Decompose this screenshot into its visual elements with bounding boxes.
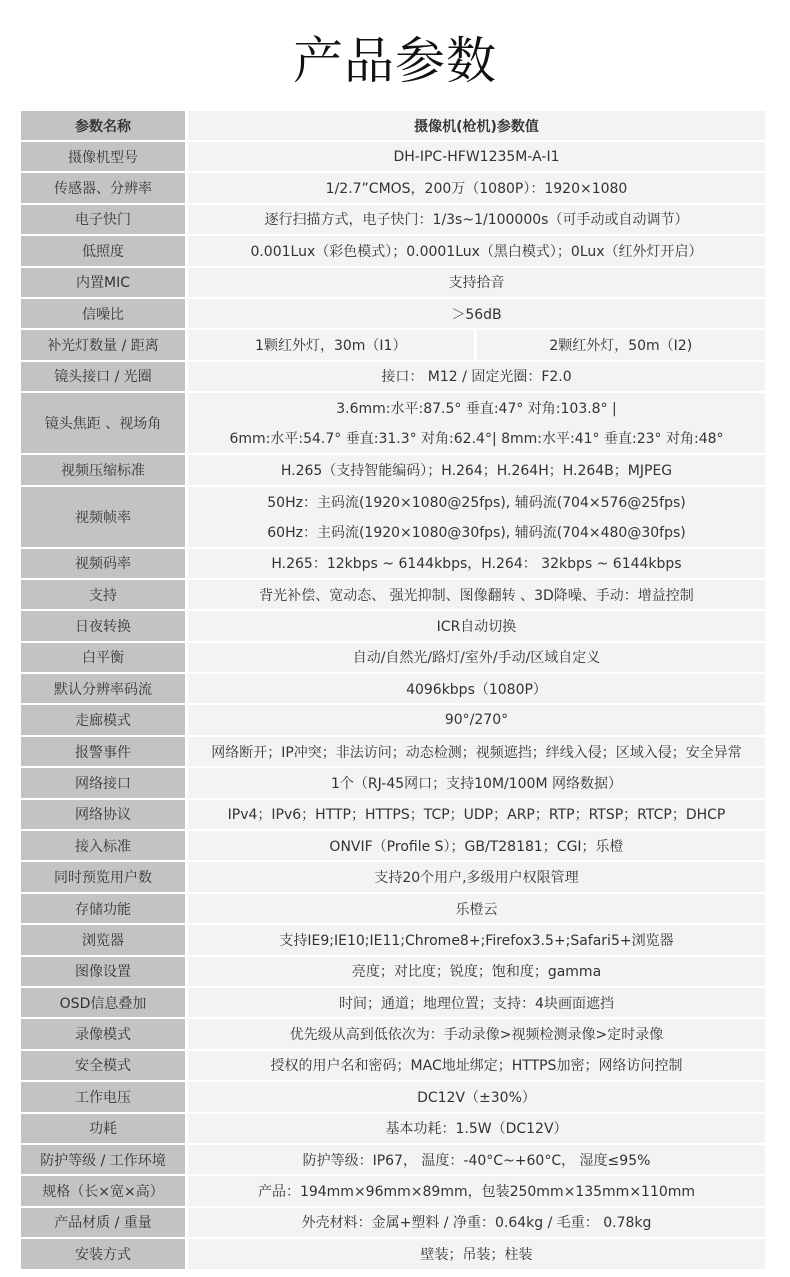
param-name: 电子快门 bbox=[21, 205, 188, 234]
param-value-line-2: 60Hz：主码流(1920×1080@30fps), 辅码流(704×480@30fps) bbox=[267, 524, 686, 541]
param-name: 镜头接口 / 光圈 bbox=[21, 362, 188, 391]
param-value: 防护等级：IP67， 温度：-40°C~+60°C， 湿度≤95% bbox=[188, 1145, 765, 1174]
table-row bbox=[21, 393, 765, 453]
header-key: 参数名称 bbox=[21, 111, 188, 140]
table-row bbox=[21, 580, 765, 609]
param-value: 产品：194mm×96mm×89mm，包装250mm×135mm×110mm bbox=[188, 1176, 765, 1205]
param-value: 自动/自然光/路灯/室外/手动/区域自定义 bbox=[188, 643, 765, 672]
table-row bbox=[21, 205, 765, 234]
param-name: 功耗 bbox=[21, 1114, 188, 1143]
param-name: 视频帧率 bbox=[21, 487, 188, 547]
table-row bbox=[21, 768, 765, 797]
param-value: 1/2.7”CMOS，200万（1080P）：1920×1080 bbox=[188, 173, 765, 202]
param-value: 逐行扫描方式，电子快门：1/3s~1/100000s（可手动或自动调节） bbox=[188, 205, 765, 234]
table-row bbox=[21, 957, 765, 986]
table-row bbox=[21, 611, 765, 640]
table-row bbox=[21, 487, 765, 547]
param-name: 默认分辨率码流 bbox=[21, 674, 188, 703]
param-value: IPv4；IPv6；HTTP；HTTPS；TCP；UDP；ARP；RTP；RTSP；RTCP；DHCP bbox=[188, 800, 765, 829]
param-value: 乐橙云 bbox=[188, 894, 765, 923]
param-name: OSD信息叠加 bbox=[21, 988, 188, 1017]
param-value bbox=[188, 487, 765, 547]
table-row bbox=[21, 674, 765, 703]
table-row bbox=[21, 894, 765, 923]
table-row bbox=[21, 1051, 765, 1080]
param-name: 信噪比 bbox=[21, 299, 188, 328]
param-value: 支持IE9;IE10;IE11;Chrome8+;Firefox3.5+;Safari5+浏览器 bbox=[188, 925, 765, 954]
table-row bbox=[21, 925, 765, 954]
table-row bbox=[21, 330, 765, 359]
param-name: 产品材质 / 重量 bbox=[21, 1208, 188, 1237]
param-name: 网络接口 bbox=[21, 768, 188, 797]
param-name: 浏览器 bbox=[21, 925, 188, 954]
param-value: 基本功耗：1.5W（DC12V） bbox=[188, 1114, 765, 1143]
param-name: 接入标准 bbox=[21, 831, 188, 860]
param-value: 授权的用户名和密码；MAC地址绑定；HTTPS加密；网络访问控制 bbox=[188, 1051, 765, 1080]
param-name: 视频压缩标准 bbox=[21, 455, 188, 484]
page-title: 产品参数 bbox=[293, 32, 497, 90]
param-name: 镜头焦距 、视场角 bbox=[21, 393, 188, 453]
param-value: 0.001Lux（彩色模式）；0.0001Lux（黑白模式）；0Lux（红外灯开启） bbox=[188, 236, 765, 265]
param-value bbox=[188, 393, 765, 453]
param-name: 摄像机型号 bbox=[21, 142, 188, 171]
table-row bbox=[21, 1208, 765, 1237]
table-row bbox=[21, 236, 765, 265]
table-row bbox=[21, 831, 765, 860]
table-row bbox=[21, 362, 765, 391]
param-name: 图像设置 bbox=[21, 957, 188, 986]
param-value-line-2: 6mm:水平:54.7° 垂直:31.3° 对角:62.4°| 8mm:水平:41° 垂直:23° 对角:48° bbox=[229, 431, 724, 448]
param-name: 支持 bbox=[21, 580, 188, 609]
param-value-right: 2颗红外灯，50m（I2) bbox=[477, 330, 766, 359]
param-value: 优先级从高到低依次为：手动录像>视频检测录像>定时录像 bbox=[188, 1019, 765, 1048]
table-row bbox=[21, 643, 765, 672]
param-value: ICR自动切换 bbox=[188, 611, 765, 640]
param-name: 规格（长×宽×高） bbox=[21, 1176, 188, 1205]
param-name: 内置MIC bbox=[21, 268, 188, 297]
param-value: 背光补偿、宽动态、 强光抑制、图像翻转 、3D降噪、手动：增益控制 bbox=[188, 580, 765, 609]
param-value: 1个（RJ-45网口；支持10M/100M 网络数据） bbox=[188, 768, 765, 797]
param-value-left: 1颗红外灯，30m（I1） bbox=[188, 330, 477, 359]
param-name: 走廊模式 bbox=[21, 705, 188, 734]
param-value: 接口： M12 / 固定光圈：F2.0 bbox=[188, 362, 765, 391]
param-name: 防护等级 / 工作环境 bbox=[21, 1145, 188, 1174]
param-name: 白平衡 bbox=[21, 643, 188, 672]
table-row bbox=[21, 142, 765, 171]
line-gap bbox=[188, 512, 765, 522]
table-row bbox=[21, 299, 765, 328]
param-value: ONVIF（Profile S）；GB/T28181；CGI；乐橙 bbox=[188, 831, 765, 860]
table-row bbox=[21, 1114, 765, 1143]
param-name: 安装方式 bbox=[21, 1239, 188, 1268]
param-value: DH-IPC-HFW1235M-A-I1 bbox=[188, 142, 765, 171]
param-value: 壁装；吊装；柱装 bbox=[188, 1239, 765, 1268]
table-row bbox=[21, 455, 765, 484]
param-name: 日夜转换 bbox=[21, 611, 188, 640]
param-value: 亮度；对比度；锐度；饱和度；gamma bbox=[188, 957, 765, 986]
param-value: DC12V（±30%） bbox=[188, 1082, 765, 1111]
param-name: 视频码率 bbox=[21, 549, 188, 578]
param-name: 传感器、分辨率 bbox=[21, 173, 188, 202]
line-gap bbox=[188, 418, 765, 428]
param-name: 补光灯数量 / 距离 bbox=[21, 330, 188, 359]
param-name: 低照度 bbox=[21, 236, 188, 265]
param-value: 时间；通道；地理位置；支持：4块画面遮挡 bbox=[188, 988, 765, 1017]
param-value: 网络断开；IP冲突；非法访问；动态检测；视频遮挡；绊线入侵；区域入侵；安全异常 bbox=[188, 737, 765, 766]
param-value: ＞56dB bbox=[188, 299, 765, 328]
param-value: 4096kbps（1080P） bbox=[188, 674, 765, 703]
table-header-row bbox=[21, 111, 765, 140]
table-row bbox=[21, 862, 765, 891]
table-row bbox=[21, 268, 765, 297]
param-name: 安全模式 bbox=[21, 1051, 188, 1080]
param-value-line-1: 50Hz：主码流(1920×1080@25fps), 辅码流(704×576@25fps) bbox=[267, 494, 686, 511]
table-row bbox=[21, 737, 765, 766]
table-row bbox=[21, 173, 765, 202]
table-row bbox=[21, 1176, 765, 1205]
table-row bbox=[21, 705, 765, 734]
param-value-line-1: 3.6mm:水平:87.5° 垂直:47° 对角:103.8° | bbox=[336, 401, 617, 418]
param-name: 网络协议 bbox=[21, 800, 188, 829]
table-row bbox=[21, 1239, 765, 1268]
param-value: 支持20个用户,多级用户权限管理 bbox=[188, 862, 765, 891]
param-name: 存储功能 bbox=[21, 894, 188, 923]
param-name: 录像模式 bbox=[21, 1019, 188, 1048]
table-row bbox=[21, 1019, 765, 1048]
spec-table bbox=[21, 109, 765, 1271]
table-row bbox=[21, 1082, 765, 1111]
param-name: 同时预览用户数 bbox=[21, 862, 188, 891]
table-row bbox=[21, 988, 765, 1017]
table-row bbox=[21, 549, 765, 578]
param-name: 报警事件 bbox=[21, 737, 188, 766]
param-value: H.265：12kbps ~ 6144kbps，H.264： 32kbps ~ 6144kbps bbox=[188, 549, 765, 578]
param-value: 90°/270° bbox=[188, 705, 765, 734]
param-value: 外壳材料：金属+塑料 / 净重：0.64kg / 毛重： 0.78kg bbox=[188, 1208, 765, 1237]
param-value: H.265（支持智能编码）；H.264；H.264H；H.264B；MJPEG bbox=[188, 455, 765, 484]
table-row bbox=[21, 1145, 765, 1174]
header-value: 摄像机(枪机)参数值 bbox=[188, 111, 765, 140]
param-value: 支持拾音 bbox=[188, 268, 765, 297]
param-name: 工作电压 bbox=[21, 1082, 188, 1111]
table-row bbox=[21, 800, 765, 829]
